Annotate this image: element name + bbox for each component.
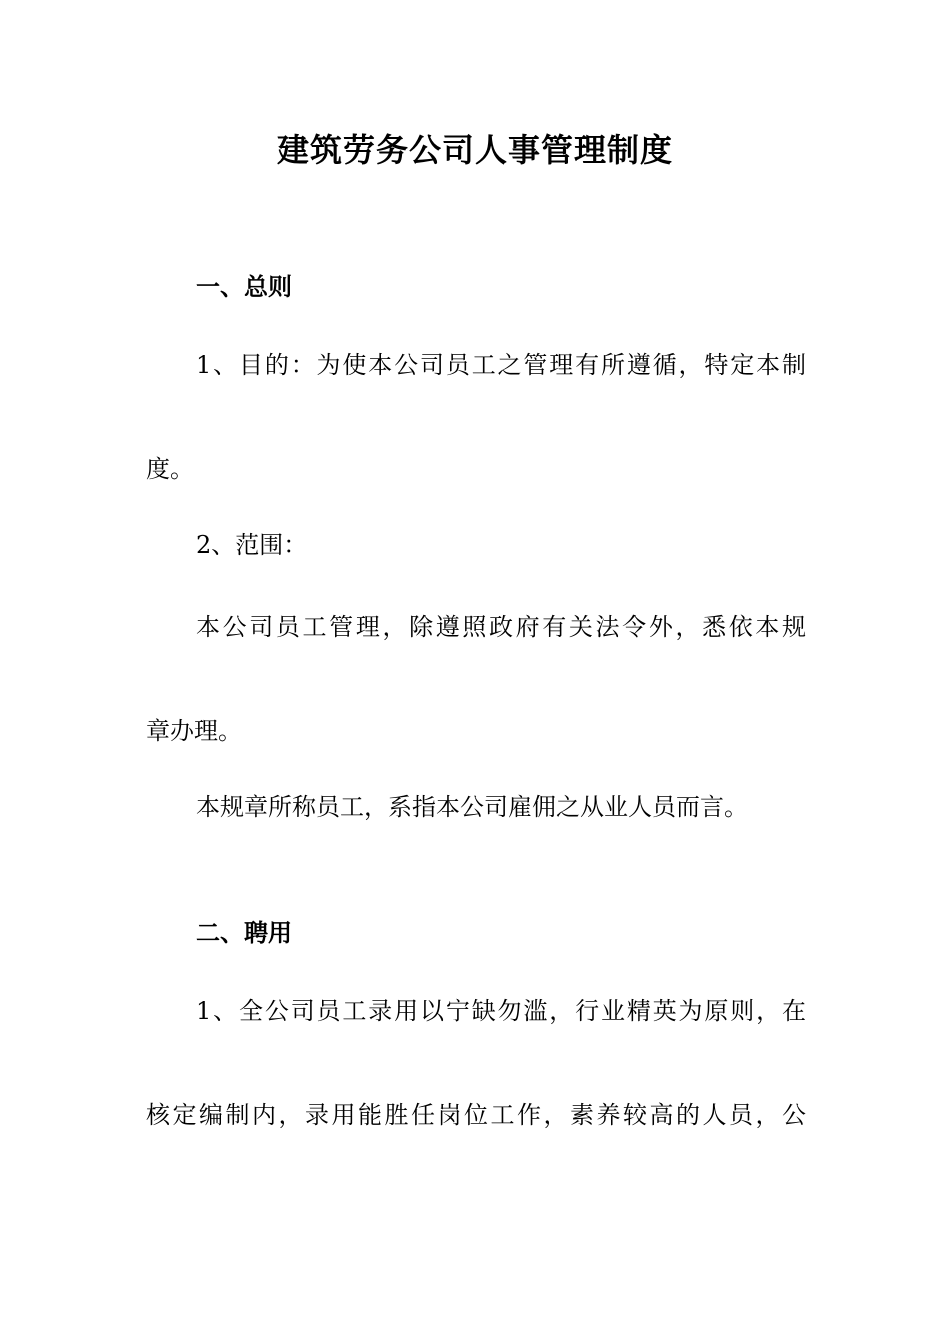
paragraph-line: 度。 bbox=[146, 455, 194, 483]
paragraph-line: 1、全公司员工录用以宁缺勿滥，行业精英为原则，在 bbox=[196, 997, 806, 1025]
paragraph-line: 章办理。 bbox=[146, 717, 242, 745]
paragraph-line: 核定编制内，录用能胜任岗位工作，素养较高的人员，公 bbox=[146, 1101, 806, 1129]
section-heading-general: 一、总则 bbox=[196, 272, 292, 301]
paragraph-line: 1、目的：为使本公司员工之管理有所遵循，特定本制 bbox=[196, 351, 806, 379]
paragraph-line: 2、范围： bbox=[196, 531, 308, 559]
section-heading-hiring: 二、聘用 bbox=[196, 918, 292, 947]
paragraph-line: 本公司员工管理，除遵照政府有关法令外，悉依本规 bbox=[196, 613, 806, 641]
paragraph-line: 本规章所称员工，系指本公司雇佣之从业人员而言。 bbox=[196, 793, 748, 821]
document-title: 建筑劳务公司人事管理制度 bbox=[276, 131, 673, 169]
